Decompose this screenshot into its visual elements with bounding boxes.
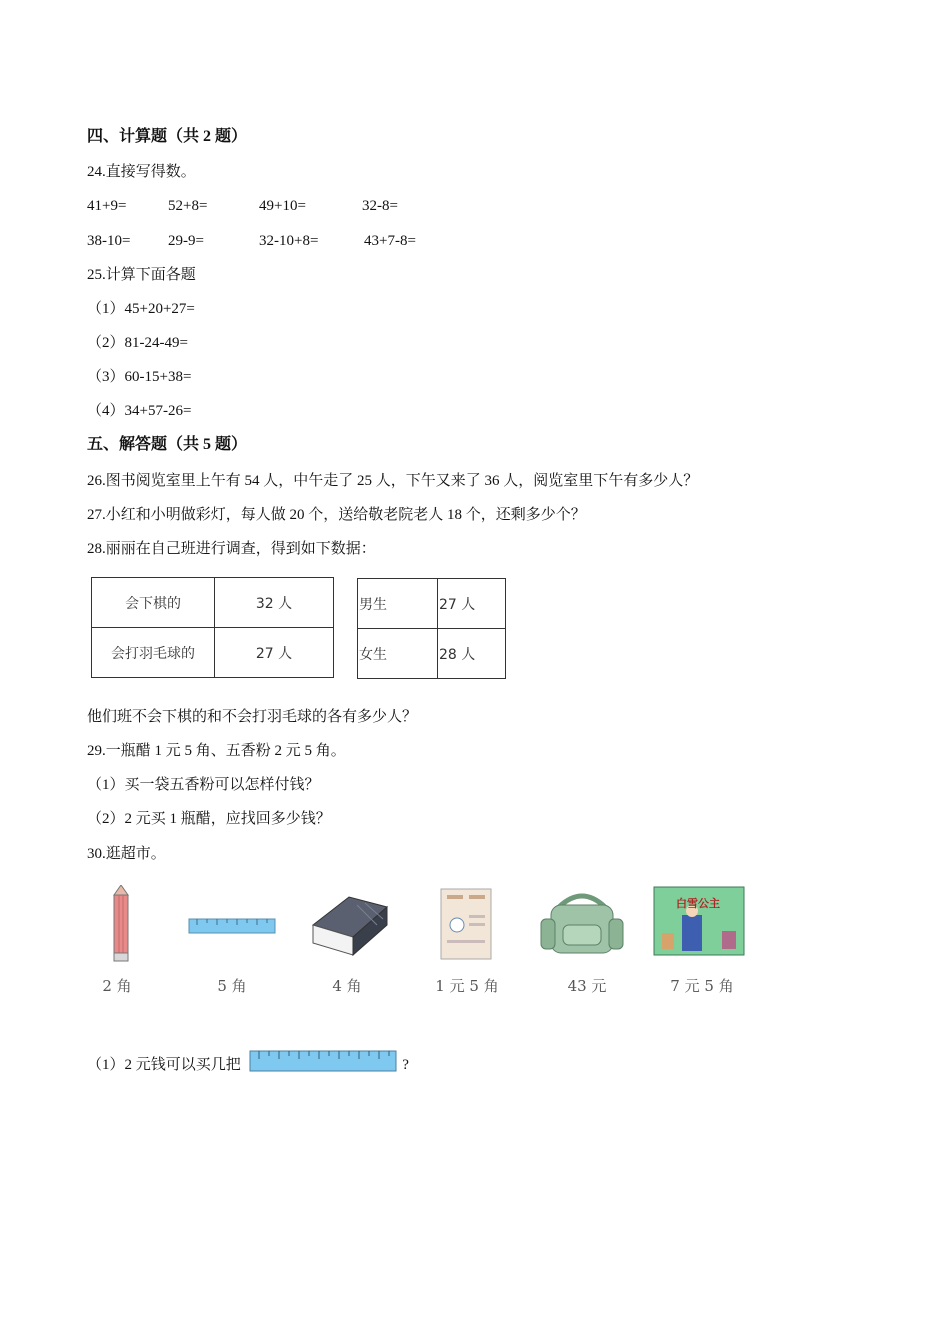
price-label: 5 角 bbox=[217, 977, 247, 995]
calc-item: 52+8= bbox=[168, 198, 208, 214]
calc-item: 32-8= bbox=[362, 198, 398, 214]
product-eraser bbox=[307, 885, 407, 1005]
survey-table-gender bbox=[357, 578, 506, 679]
storybook-cover-title: 白雪公主 bbox=[676, 897, 720, 910]
calc-item: 43+7-8= bbox=[364, 233, 416, 249]
survey-table-activities bbox=[91, 577, 334, 678]
price-label: 1 元 5 角 bbox=[435, 977, 499, 995]
calc-item: 41+9= bbox=[87, 198, 127, 214]
table-cell: 会打羽毛球的 bbox=[92, 628, 215, 678]
pencil-icon bbox=[96, 885, 146, 970]
q25-item: （2）81-24-49= bbox=[87, 335, 188, 351]
table-cell: 会下棋的 bbox=[92, 578, 215, 628]
table-cell: 女生 bbox=[358, 629, 438, 679]
product-pencil bbox=[92, 885, 192, 1005]
q30-sub1-text: （1）2 元钱可以买几把 bbox=[87, 1057, 241, 1073]
q25-item: （3）60-15+38= bbox=[87, 369, 192, 385]
table-cell: 27 人 bbox=[215, 628, 334, 678]
calc-item: 29-9= bbox=[168, 233, 204, 249]
q25-text: 25.计算下面各题 bbox=[87, 267, 196, 283]
table-cell: 32 人 bbox=[215, 578, 334, 628]
calc-item: 49+10= bbox=[259, 198, 306, 214]
table-cell: 27 人 bbox=[438, 579, 506, 629]
q30-sub1 bbox=[87, 1049, 409, 1075]
table-cell: 男生 bbox=[358, 579, 438, 629]
calc-item: 32-10+8= bbox=[259, 233, 319, 249]
backpack-icon bbox=[537, 885, 627, 965]
q29-item: （1）买一袋五香粉可以怎样付钱？ bbox=[87, 777, 320, 793]
q30-sub1-end: ? bbox=[402, 1057, 409, 1073]
product-backpack bbox=[537, 885, 637, 1005]
price-label: 2 角 bbox=[102, 977, 132, 995]
eraser-icon bbox=[307, 885, 392, 965]
q28-question: 他们班不会下棋的和不会打羽毛球的各有多少人？ bbox=[87, 709, 418, 725]
q27-text: 27.小红和小明做彩灯，每人做 20 个，送给敬老院老人 18 个，还剩多少个？ bbox=[87, 507, 586, 523]
q29-text: 29.一瓶醋 1 元 5 角、五香粉 2 元 5 角。 bbox=[87, 743, 346, 759]
product-notebook bbox=[417, 885, 517, 1005]
product-storybook bbox=[652, 885, 752, 1005]
section4-title: 四、计算题（共 2 题） bbox=[87, 128, 248, 145]
ruler-icon bbox=[187, 885, 277, 945]
q30-text: 30.逛超市。 bbox=[87, 846, 166, 862]
q24-text: 24.直接写得数。 bbox=[87, 164, 196, 180]
table-cell: 28 人 bbox=[438, 629, 506, 679]
calc-item: 38-10= bbox=[87, 233, 131, 249]
q29-item: （2）2 元买 1 瓶醋，应找回多少钱？ bbox=[87, 811, 331, 827]
price-label: 43 元 bbox=[567, 977, 607, 995]
product-ruler bbox=[187, 885, 287, 1005]
product-row bbox=[92, 885, 752, 1005]
notebook-icon bbox=[439, 885, 499, 965]
price-label: 4 角 bbox=[332, 977, 362, 995]
q25-item: （1）45+20+27= bbox=[87, 301, 195, 317]
q25-item: （4）34+57-26= bbox=[87, 403, 192, 419]
ruler-icon bbox=[249, 1049, 399, 1075]
q26-text: 26.图书阅览室里上午有 54 人，中午走了 25 人，下午又来了 36 人，阅览室里下午有多少人？ bbox=[87, 473, 699, 489]
price-label: 7 元 5 角 bbox=[670, 977, 734, 995]
q28-text: 28.丽丽在自己班进行调查，得到如下数据： bbox=[87, 541, 376, 557]
section5-title: 五、解答题（共 5 题） bbox=[87, 436, 248, 453]
